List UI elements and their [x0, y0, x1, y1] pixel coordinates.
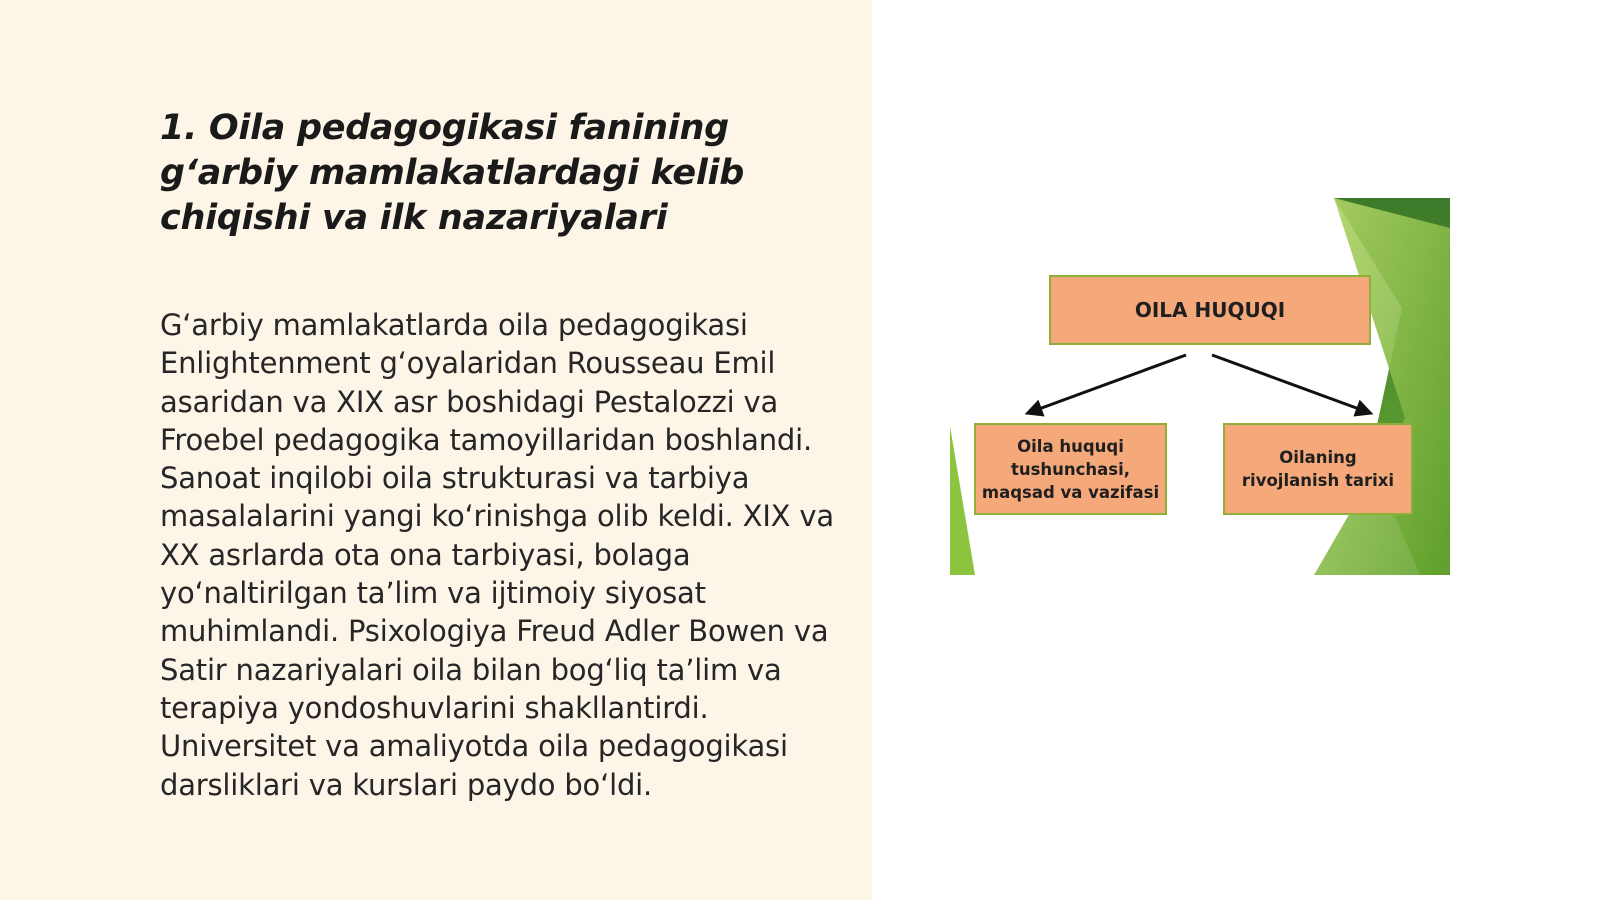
family-history-box: Oilaning rivojlanish tarixi [1223, 423, 1413, 515]
arrow-left [1028, 355, 1186, 413]
concept-goals-box: Oila huquqi tushunchasi, maqsad va vazifasi [974, 423, 1167, 515]
oila-huquqi-box: OILA HUQUQI [1049, 275, 1371, 345]
arrow-right [1212, 355, 1370, 413]
green-accent-left-shape [950, 426, 975, 575]
slide-title: 1. Oila pedagogikasi fanining g‘arbiy mamlakatlardagi kelib chiqishi va ilk nazariyalari [160, 108, 744, 238]
green-accent-light-shape [1314, 198, 1450, 575]
slide-body-text: G‘arbiy mamlakatlarda oila pedagogikasi Enlightenment g‘oyalaridan Rousseau Emil asaridan va XIX asr boshidagi Pestalozzi va Froebel pedagogika tamoyillaridan boshlandi. Sanoat inqilobi oila strukturasi va tarbiya masalalarini yangi ko‘rinishga olib keldi. XIX va XX asrlarda ota ona tarbiyasi, bolaga yo‘naltirilgan ta’lim va ijtimoiy siyosat muhimlandi. Psixologiya Freud Adler Bowen va Satir nazariyalari oila bilan bog‘liq ta’lim va terapiya yondoshuvlarini shakllantirdi. Universitet va amaliyotda oila pedagogikasi darsliklari va kurslari paydo bo‘ldi. [160, 308, 834, 802]
family-law-diagram [950, 198, 1450, 575]
diagram-background [950, 198, 1450, 575]
